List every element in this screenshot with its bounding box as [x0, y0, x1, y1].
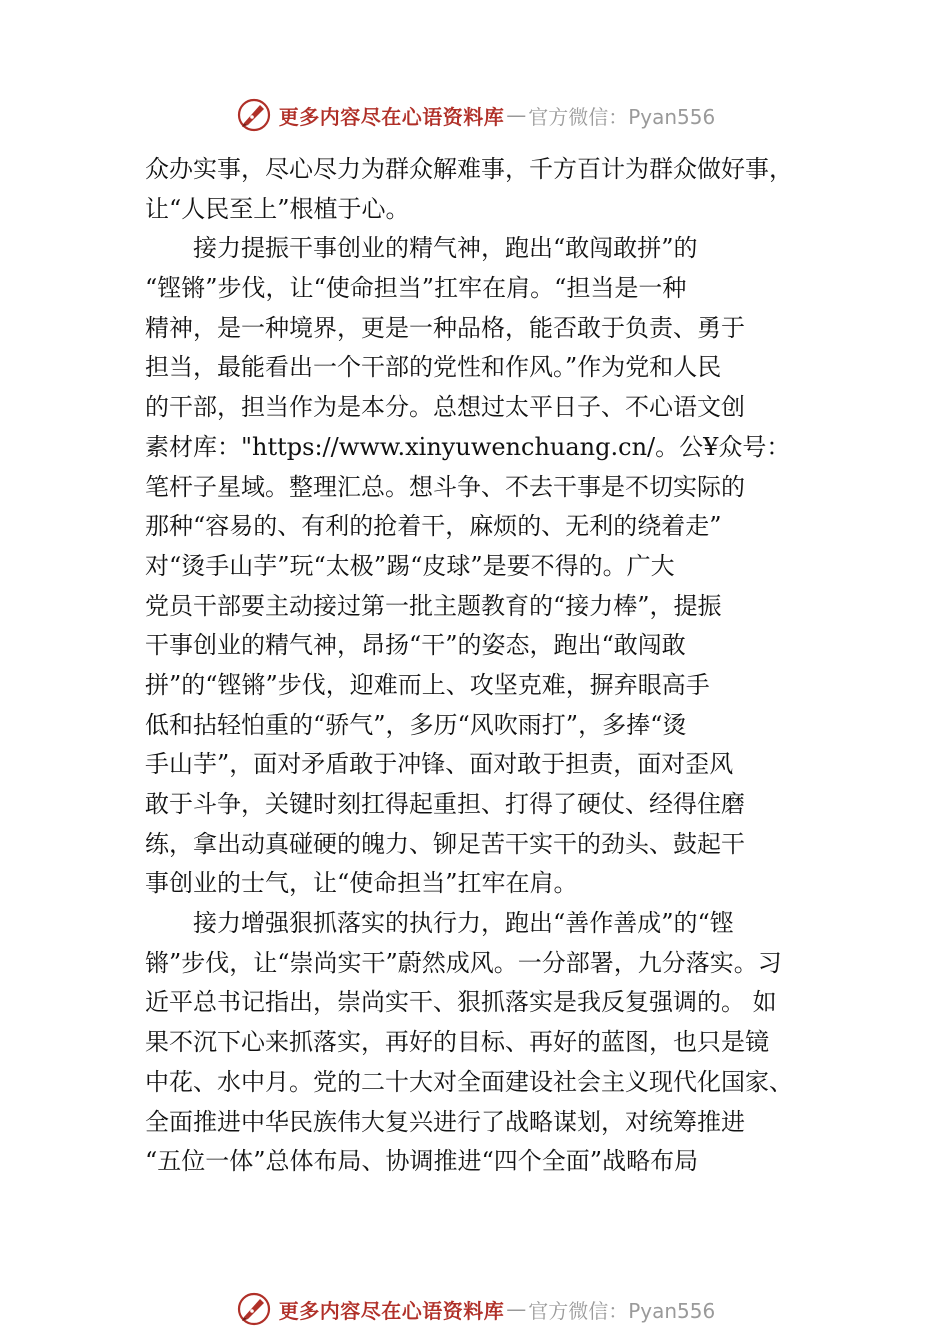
text-line: 素材库："https://www.xinyuwenchuang.cn/。公¥众号： — [145, 432, 791, 461]
text-line: 众办实事，尽心尽力为群众解难事，千方百计为群众做好事， — [145, 155, 793, 183]
watermark-brand: 更多内容尽在心语资料库 — [278, 104, 505, 129]
text-line: 果不沉下心来抓落实，再好的目标、再好的蓝图，也只是镜 — [145, 1028, 769, 1057]
text-line: 党员干部要主动接过第一批主题教育的“接力棒”，提振 — [145, 591, 722, 620]
watermark-brand: 更多内容尽在心语资料库 — [278, 1298, 505, 1323]
text-line: 全面推进中华民族伟大复兴进行了战略谋划，对统筹推进 — [145, 1107, 745, 1136]
watermark-separator: — — [506, 103, 527, 127]
text-line: 对“烫手山芋”玩“太极”踢“皮球”是要不得的。广大 — [145, 551, 675, 580]
text-line: 让“人民至上”根植于心。 — [145, 194, 410, 223]
text-line: 近平总书记指出，崇尚实干、狠抓落实是我反复强调的。 如 — [145, 988, 777, 1017]
text-line: 手山芋”，面对矛盾敢于冲锋、面对敢于担责，面对歪风 — [145, 750, 734, 779]
text-line: 锵”步伐，让“崇尚实干”蔚然成风。一分部署，九分落实。习 — [145, 948, 782, 977]
text-line: 敢于斗争，关键时刻扛得起重担、打得了硬仗、经得住磨 — [145, 790, 745, 818]
text-line: 拼”的“铿锵”步伐，迎难而上、攻坚克难，摒弃眼高手 — [145, 670, 710, 699]
watermark-wechat: 官方微信：Pyan556 — [528, 104, 716, 129]
header-watermark-banner — [0, 92, 950, 138]
text-line: “铿锵”步伐，让“使命担当”扛牢在肩。“担当是一种 — [145, 274, 687, 303]
text-line: 精神，是一种境界，更是一种品格，能否敢于负责、勇于 — [145, 313, 745, 342]
text-line: 事创业的士气，让“使命担当”扛牢在肩。 — [145, 869, 578, 898]
watermark-wechat: 官方微信：Pyan556 — [528, 1298, 716, 1323]
text-line: “五位一体”总体布局、协调推进“四个全面”战略布局 — [145, 1147, 699, 1176]
text-line: 的干部，担当作为是本分。总想过太平日子、不心语文创 — [145, 393, 745, 422]
text-line: 那种“容易的、有利的抢着干，麻烦的、无利的绕着走” — [145, 512, 722, 541]
text-line: 练，拿出动真碰硬的魄力、铆足苦干实干的劲头、鼓起干 — [145, 829, 745, 858]
text-line: 担当，最能看出一个干部的党性和作风。”作为党和人民 — [145, 353, 722, 382]
paragraph-start-line: 接力提振干事创业的精气神，跑出“敢闯敢拼”的 — [193, 234, 698, 263]
text-line: 干事创业的精气神，昂扬“干”的姿态，跑出“敢闯敢 — [145, 631, 686, 660]
text-line: 低和拈轻怕重的“骄气”，多历“风吹雨打”，多捧“烫 — [145, 710, 687, 739]
document-body — [145, 150, 817, 1182]
pen-logo-icon — [235, 96, 273, 134]
paragraph-start-line: 接力增强狠抓落实的执行力，跑出“善作善成”的“铿 — [193, 909, 734, 938]
pen-logo-icon — [235, 1290, 273, 1328]
watermark-separator: — — [506, 1297, 527, 1321]
footer-watermark-banner — [0, 1286, 950, 1332]
text-line: 笔杆子星域。整理汇总。想斗争、不去干事是不切实际的 — [145, 472, 745, 501]
text-line: 中花、水中月。党的二十大对全面建设社会主义现代化国家、 — [145, 1067, 793, 1096]
